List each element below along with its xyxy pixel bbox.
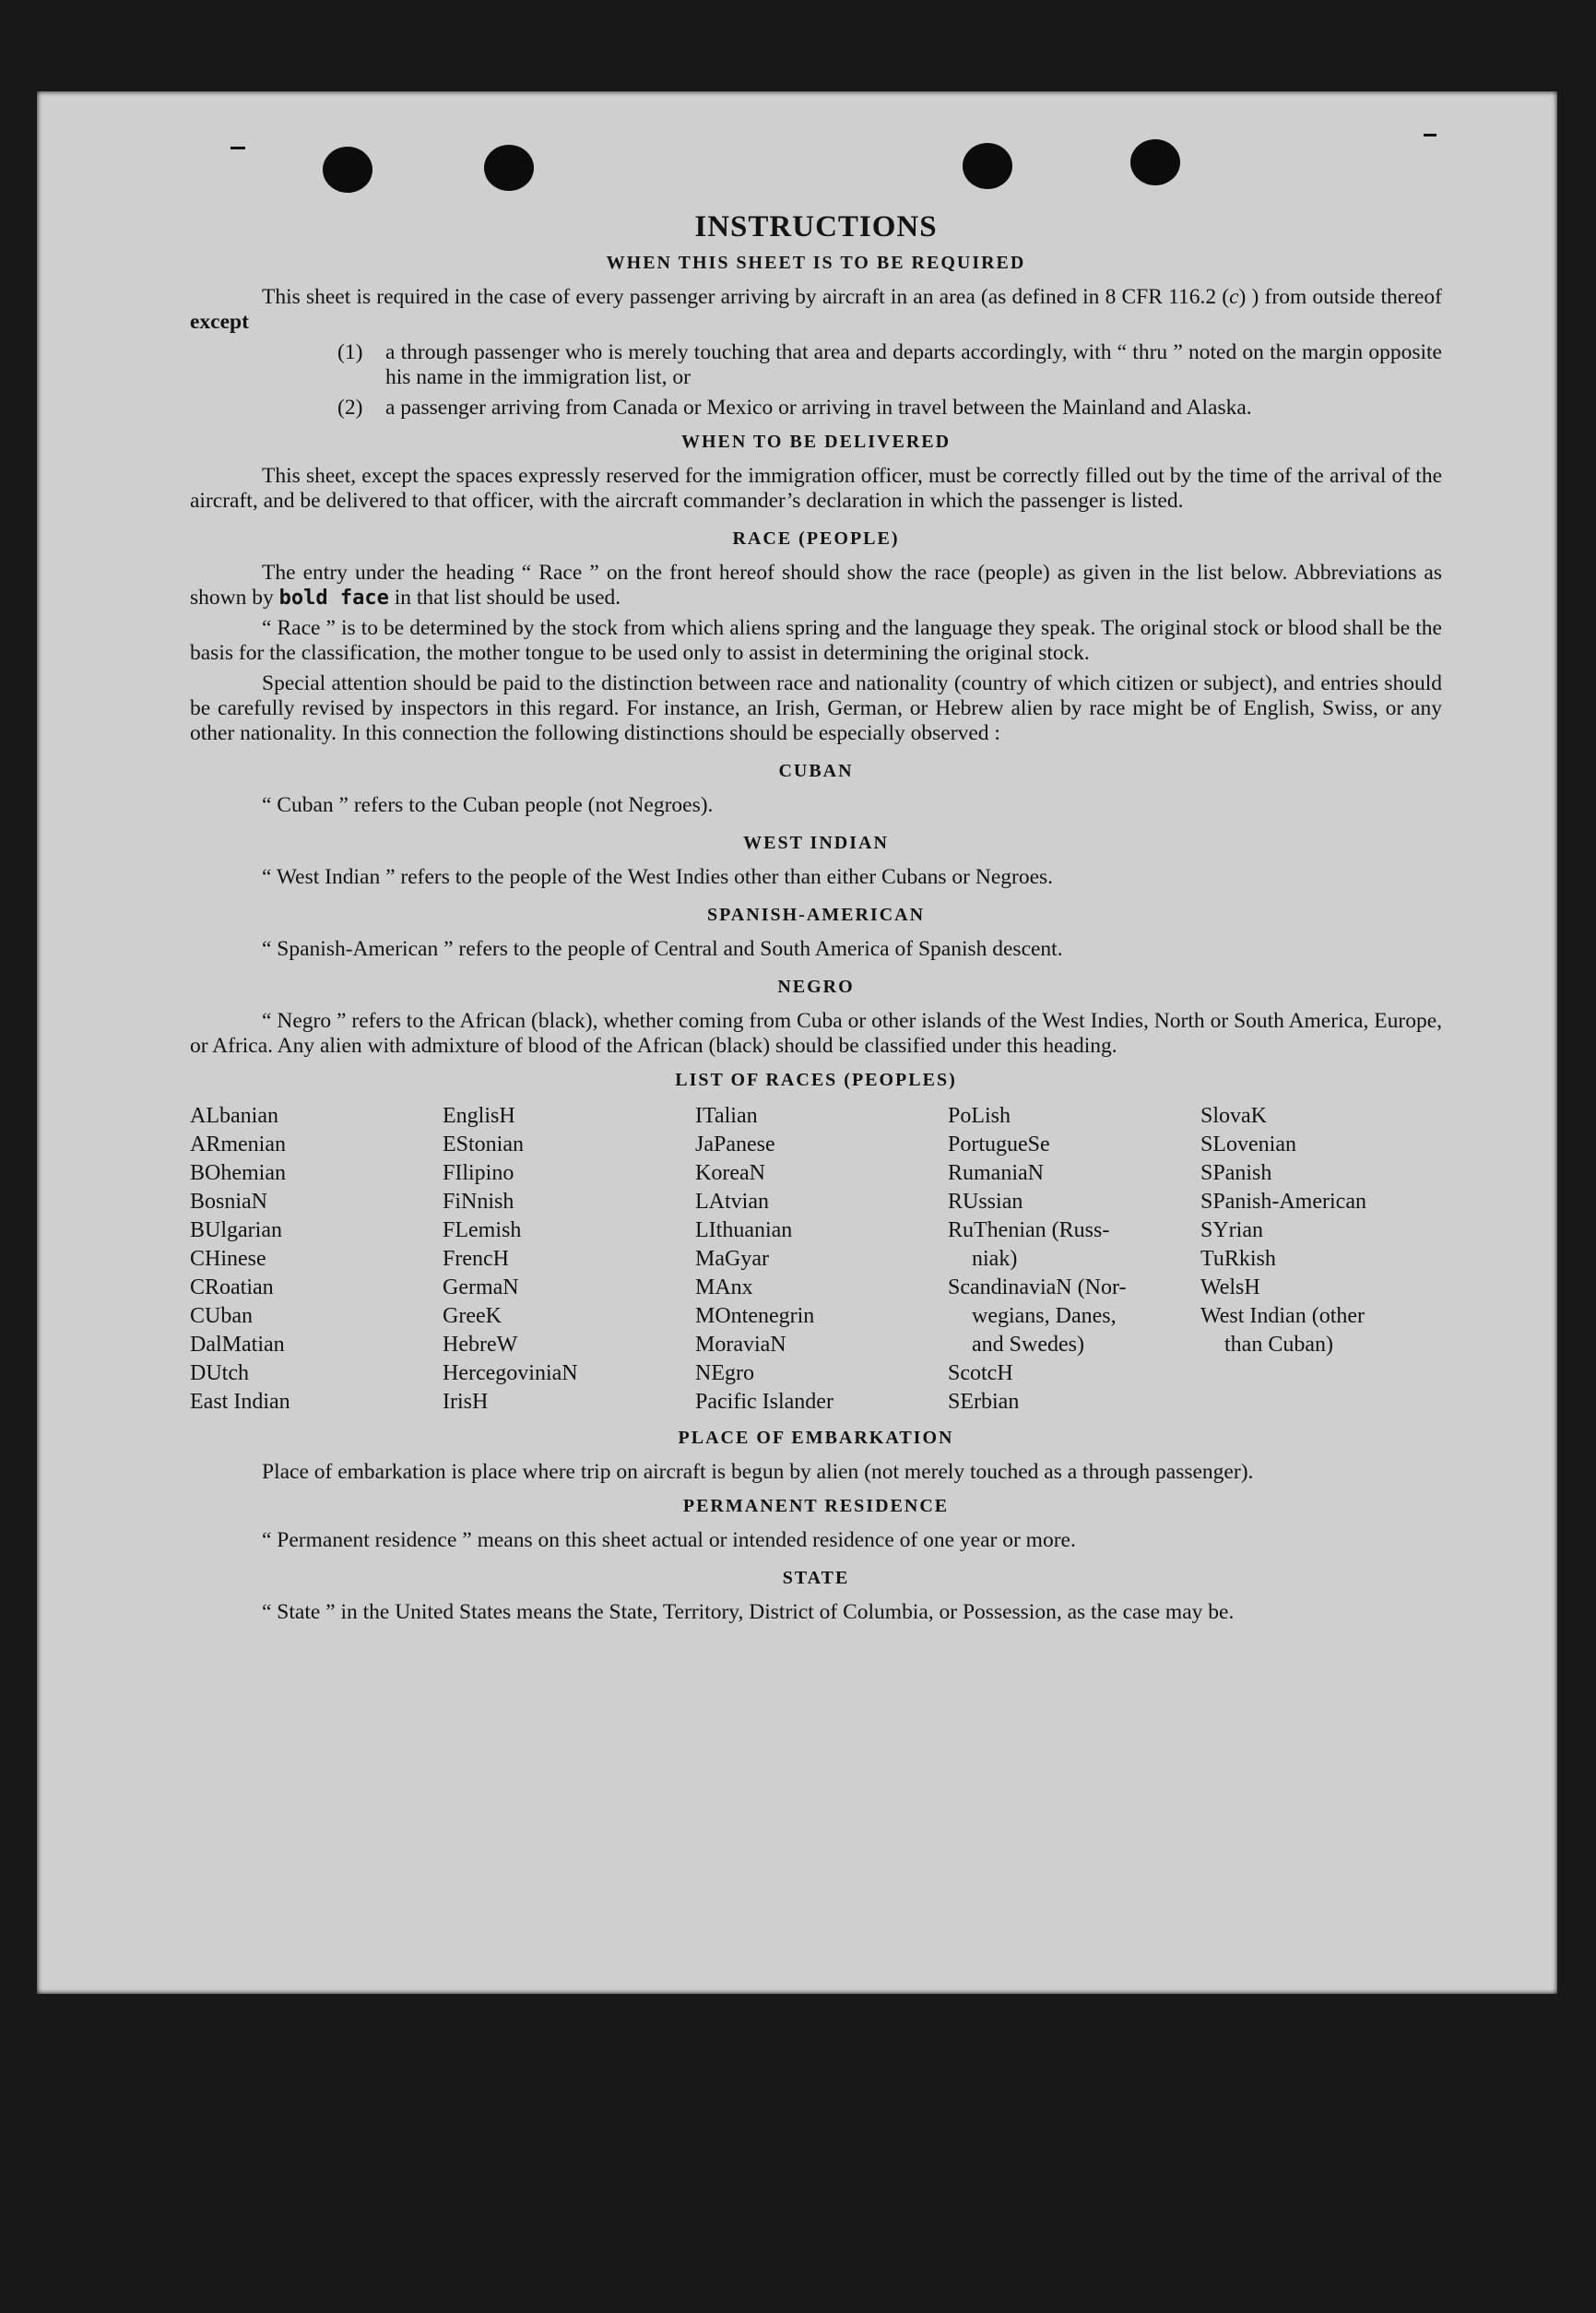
race-entry: KoreaN xyxy=(695,1161,765,1185)
race-entry: CHinese xyxy=(190,1247,266,1271)
race-entry: SlovaK xyxy=(1200,1104,1267,1128)
page-title: INSTRUCTIONS xyxy=(694,210,938,243)
race-entry: GermaN xyxy=(443,1275,519,1299)
race-entry: NEgro xyxy=(695,1361,754,1385)
race-entry: BosniaN xyxy=(190,1190,267,1214)
item-number: (1) xyxy=(337,340,363,364)
section-heading-cuban: CUBAN xyxy=(778,761,854,781)
state-paragraph: “ State ” in the United States means the State, Territory, District of Columbia, or Possession, as the case may be. xyxy=(262,1600,1235,1624)
race-entry: GreeK xyxy=(443,1304,502,1328)
race-entry: JaPanese xyxy=(695,1133,775,1156)
race-entry: East Indian xyxy=(190,1390,290,1414)
races-list xyxy=(190,1102,1442,1417)
instructions-content xyxy=(190,210,1442,1625)
item-text: a through passenger who is merely touching that area and departs accordingly, with “ thru ” noted on the margin opposite his name in the immigration list, or xyxy=(385,340,1442,389)
scan-mark xyxy=(231,147,245,149)
race-entry: MOntenegrin xyxy=(695,1304,815,1328)
delivered-paragraph: This sheet, except the spaces expressly reserved for the immigration officer, must be correctly filled out by the time of the arrival of the aircraft, and be delivered to that officer, with the aircraft commander’s declaration in which the passenger is listed. xyxy=(190,464,1442,513)
race-entry: FIlipino xyxy=(443,1161,514,1185)
scan-mark xyxy=(1424,134,1436,136)
race-entry: TuRkish xyxy=(1200,1247,1276,1271)
race-entry: HebreW xyxy=(443,1333,518,1357)
race-entry: MoraviaN xyxy=(695,1333,786,1357)
race-entry: SErbian xyxy=(948,1390,1020,1414)
race-entry: RumaniaN xyxy=(948,1161,1044,1185)
race-entry: RUssian xyxy=(948,1190,1023,1214)
document-sheet xyxy=(37,91,1557,1994)
cuban-paragraph: “ Cuban ” refers to the Cuban people (not Negroes). xyxy=(262,793,714,817)
race-entry: CUban xyxy=(190,1304,253,1328)
race-entry: WelsH xyxy=(1200,1275,1260,1299)
race-entry: IrisH xyxy=(443,1390,489,1414)
required-item xyxy=(190,340,1442,390)
negro-paragraph: “ Negro ” refers to the African (black), whether coming from Cuba or other islands of the West Indies, North or South America, Europe, or Africa. Any alien with admixture of blood of the African (black) should be classified under this heading. xyxy=(190,1009,1442,1058)
section-heading-delivered: WHEN TO BE DELIVERED xyxy=(680,432,952,452)
race-entry: RuThenian (Russ- xyxy=(948,1218,1110,1242)
race-entry: DalMatian xyxy=(190,1333,285,1357)
races-column xyxy=(443,1102,695,1417)
residence-paragraph: “ Permanent residence ” means on this sheet actual or intended residence of one year or more. xyxy=(262,1528,1076,1552)
punch-hole xyxy=(1130,139,1180,185)
race-entry: ScandinaviaN (Nor- xyxy=(948,1275,1127,1299)
spanish-american-paragraph: “ Spanish-American ” refers to the people of Central and South America of Spanish descent. xyxy=(262,937,1063,961)
item-number: (2) xyxy=(337,396,363,420)
item-text: a passenger arriving from Canada or Mexico or arriving in travel between the Mainland and Alaska. xyxy=(385,396,1252,420)
race-entry-continued: niak) xyxy=(972,1247,1018,1271)
race-entry: EStonian xyxy=(443,1133,524,1156)
races-column xyxy=(1200,1102,1442,1417)
race-entry: West Indian (other xyxy=(1200,1304,1365,1328)
race-entry: ARmenian xyxy=(190,1133,286,1156)
race-entry: DUtch xyxy=(190,1361,249,1385)
west-indian-paragraph: “ West Indian ” refers to the people of the West Indies other than either Cubans or Negroes. xyxy=(262,865,1054,889)
race-entry: SYrian xyxy=(1200,1218,1263,1242)
race-entry-continued: wegians, Danes, xyxy=(972,1304,1117,1328)
race-entry: MAnx xyxy=(695,1275,753,1299)
race-entry: LAtvian xyxy=(695,1190,769,1214)
section-heading-spanish-american: SPANISH-AMERICAN xyxy=(706,905,926,925)
race-entry: ALbanian xyxy=(190,1104,278,1128)
race-entry: SPanish xyxy=(1200,1161,1272,1185)
section-heading-west-indian: WEST INDIAN xyxy=(743,833,889,853)
races-column xyxy=(948,1102,1200,1417)
section-heading-required: WHEN THIS SHEET IS TO BE REQUIRED xyxy=(606,253,1026,273)
race-paragraph-1: The entry under the heading “ Race ” on the front hereof should show the race (people) as given in the list below. Abbreviations as shown by bold face in that list should be used. xyxy=(190,561,1442,610)
race-entry: LIthuanian xyxy=(695,1218,793,1242)
race-entry: FrencH xyxy=(443,1247,509,1271)
race-entry: ScotcH xyxy=(948,1361,1013,1385)
race-entry: SPanish-American xyxy=(1200,1190,1366,1214)
races-column xyxy=(695,1102,948,1417)
race-entry-continued: than Cuban) xyxy=(1224,1333,1333,1357)
race-entry: BOhemian xyxy=(190,1161,286,1185)
required-paragraph: This sheet is required in the case of every passenger arriving by aircraft in an area (as defined in 8 CFR 116.2 (c) ) from outside thereof except xyxy=(190,285,1442,334)
race-entry: PortugueSe xyxy=(948,1133,1050,1156)
race-entry: PoLish xyxy=(948,1104,1011,1128)
race-entry: CRoatian xyxy=(190,1275,274,1299)
race-entry-continued: and Swedes) xyxy=(972,1333,1084,1357)
race-entry: ITalian xyxy=(695,1104,758,1128)
section-heading-negro: NEGRO xyxy=(777,977,855,997)
section-heading-state: STATE xyxy=(782,1568,850,1588)
race-entry: HercegoviniaN xyxy=(443,1361,578,1385)
punch-hole xyxy=(323,147,372,193)
race-paragraph-2: “ Race ” is to be determined by the stock from which aliens spring and the language they speak. The original stock or blood shall be the basis for the classification, the mother tongue to be used only to assist in determining the original stock. xyxy=(190,616,1442,665)
race-entry: BUlgarian xyxy=(190,1218,282,1242)
race-entry: EnglisH xyxy=(443,1104,515,1128)
required-item xyxy=(190,396,1442,421)
punch-hole xyxy=(484,145,534,191)
embarkation-paragraph: Place of embarkation is place where trip on aircraft is begun by alien (not merely touched as a through passenger). xyxy=(262,1460,1254,1484)
race-entry: SLovenian xyxy=(1200,1133,1296,1156)
section-heading-residence: PERMANENT RESIDENCE xyxy=(682,1496,950,1516)
section-heading-embarkation: PLACE OF EMBARKATION xyxy=(678,1428,954,1448)
race-entry: Pacific Islander xyxy=(695,1390,833,1414)
race-entry: FLemish xyxy=(443,1218,522,1242)
section-heading-race: RACE (PEOPLE) xyxy=(732,528,900,549)
punch-hole xyxy=(963,143,1012,189)
races-column xyxy=(190,1102,443,1417)
section-heading-list: LIST OF RACES (PEOPLES) xyxy=(675,1070,957,1090)
race-entry: MaGyar xyxy=(695,1247,769,1271)
race-paragraph-3: Special attention should be paid to the distinction between race and nationality (country of which citizen or subject), and entries should be carefully revised by inspectors in this regard. For instance, an Irish, German, or Hebrew alien by race might be of English, Swiss, or any other nationality. In this connection the following distinctions should be especially observed : xyxy=(190,671,1442,745)
race-entry: FiNnish xyxy=(443,1190,514,1214)
